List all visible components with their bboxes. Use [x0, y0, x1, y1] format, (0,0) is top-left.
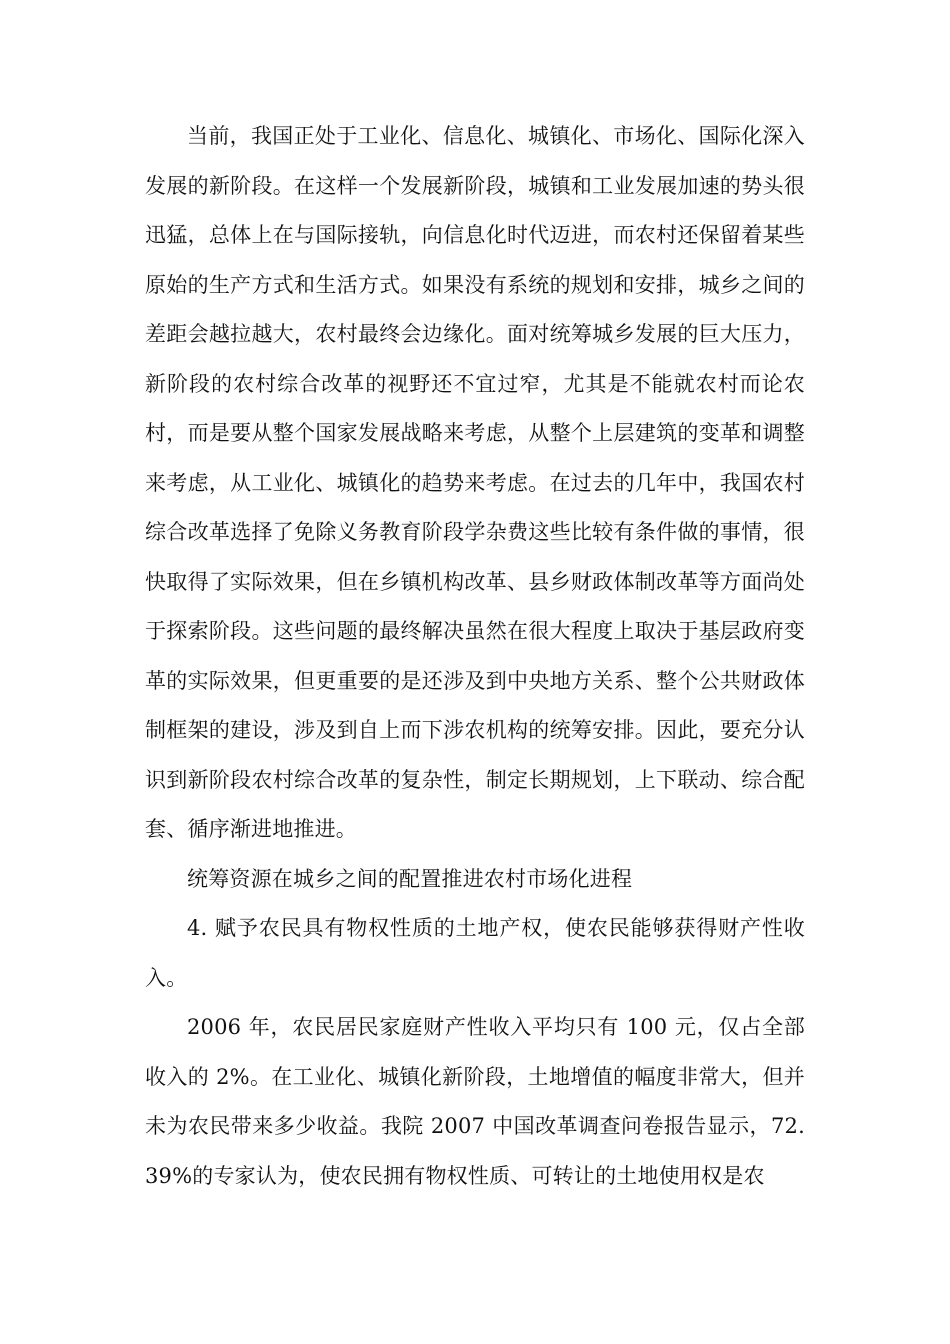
numbered-point-4: 4. 赋予农民具有物权性质的土地产权，使农民能够获得财产性收入。	[145, 916, 805, 990]
paragraph-rural-reform: 当前，我国正处于工业化、信息化、城镇化、市场化、国际化深入发展的新阶段。在这样一个发展新阶段，城镇和工业发展加速的势头很迅猛，总体上在与国际接轨，向信息化时代迈进，而农村还保留着某些原始的生产方式和生活方式。如果没有系统的规划和安排，城乡之间的差距会越拉越大，农村最终会边缘化。面对统筹城乡发展的巨大压力，新阶段的农村综合改革的视野还不宜过窄，尤其是不能就农村而论农村，而是要从整个国家发展战略来考虑，从整个上层建筑的变革和调整来考虑，从工业化、城镇化的趋势来考虑。在过去的几年中，我国农村综合改革选择了免除义务教育阶段学杂费这些比较有条件做的事情，很快取得了实际效果，但在乡镇机构改革、县乡财政体制改革等方面尚处于探索阶段。这些问题的最终解决虽然在很大程度上取决于基层政府变革的实际效果，但更重要的是还涉及到中央地方关系、整个公共财政体制框架的建设，涉及到自上而下涉农机构的统筹安排。因此，要充分认识到新阶段农村综合改革的复杂性，制定长期规划，上下联动、综合配套、循序渐进地推进。	[145, 124, 805, 841]
section-heading: 统筹资源在城乡之间的配置推进农村市场化进程	[187, 866, 633, 891]
paragraph-property-income: 2006 年，农民居民家庭财产性收入平均只有 100 元，仅占全部收入的 2%。在工业化、城镇化新阶段，土地增值的幅度非常大，但并未为农民带来多少收益。我院 2007 中国改革调查问卷报告显示，72.39%的专家认为，使农民拥有物权性质、可转让的土地使用权是农	[145, 1015, 805, 1188]
document-body	[145, 112, 805, 1201]
